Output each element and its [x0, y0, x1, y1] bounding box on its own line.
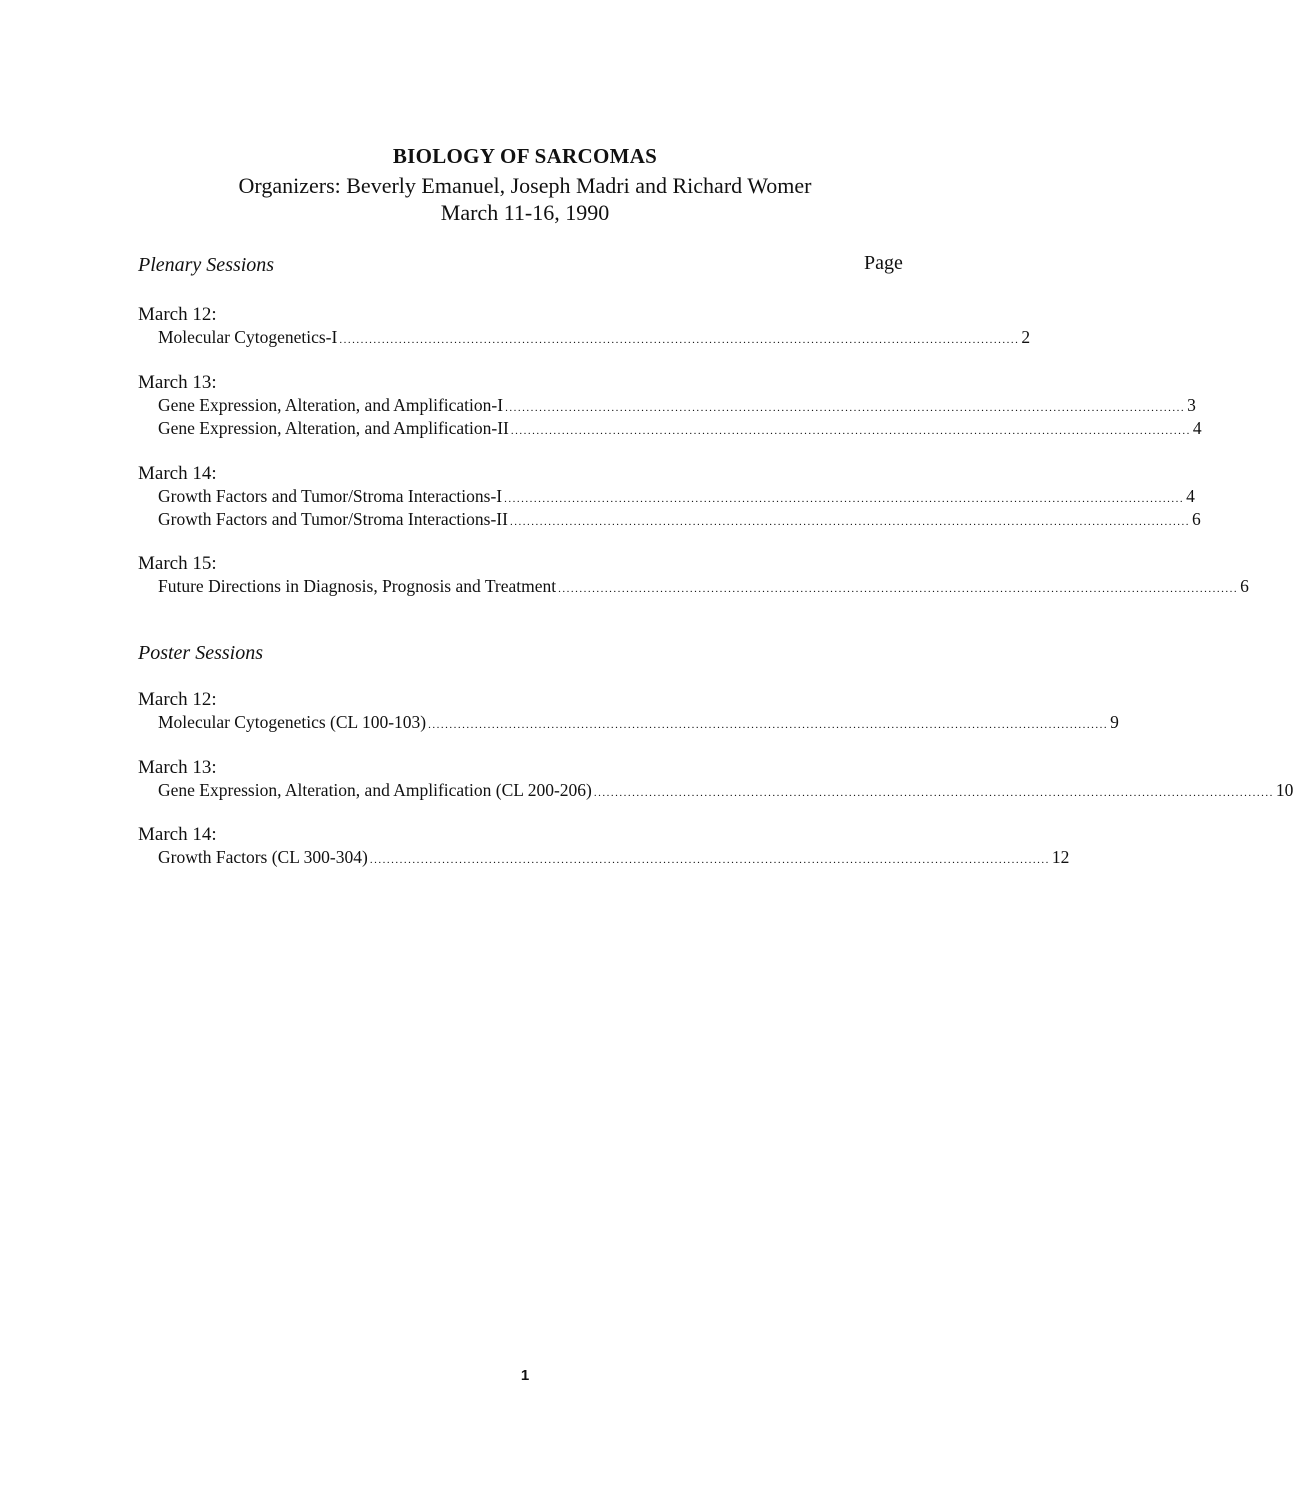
group-date: March 14: [138, 824, 217, 845]
entry-title: Gene Expression, Alteration, and Amplification-I [158, 395, 504, 415]
group-date: March 14: [138, 463, 217, 484]
toc-entry[interactable] [158, 394, 1196, 417]
dot-leader: ................................................................................................................................................................ [369, 854, 1050, 866]
organizers-line: Organizers: Beverly Emanuel, Joseph Madri and Richard Womer [238, 173, 812, 198]
page-column-label: Page [864, 252, 903, 274]
plenary-group-march-14 [138, 463, 1201, 531]
entry-page: 10 [1275, 780, 1293, 800]
entry-page: 6 [1240, 576, 1249, 596]
entry-title: Growth Factors (CL 300-304) [158, 847, 368, 867]
plenary-group-march-15 [138, 553, 1249, 598]
document-title: BIOLOGY OF SARCOMAS [392, 144, 658, 168]
toc-entry[interactable] [158, 508, 1201, 531]
dot-leader: ................................................................................................................................................................ [505, 402, 1186, 414]
toc-entry[interactable] [158, 485, 1195, 508]
dot-leader: ................................................................................................................................................................ [558, 583, 1239, 595]
group-date: March 13: [138, 372, 217, 393]
entry-page: 2 [1021, 327, 1031, 347]
dot-leader: ................................................................................................................................................................ [509, 516, 1190, 528]
meeting-dates: March 11-16, 1990 [440, 200, 610, 225]
plenary-group-march-13 [138, 372, 1202, 440]
plenary-sessions-heading: Plenary Sessions [138, 254, 275, 276]
entry-title: Molecular Cytogenetics-I [158, 327, 338, 347]
page-number: 1 [520, 1367, 530, 1384]
toc-entry[interactable] [158, 326, 1031, 349]
toc-entry[interactable] [158, 711, 1119, 734]
entry-page: 4 [1192, 418, 1202, 438]
poster-group-march-14 [138, 824, 1070, 869]
poster-group-march-12 [138, 689, 1119, 734]
dot-leader: ................................................................................................................................................................ [428, 719, 1109, 731]
plenary-group-march-12 [138, 304, 1031, 349]
dot-leader: ................................................................................................................................................................ [510, 425, 1191, 437]
entry-page: 6 [1191, 509, 1201, 529]
poster-sessions-heading: Poster Sessions [138, 642, 263, 664]
toc-entry[interactable] [158, 575, 1249, 598]
entry-page: 4 [1186, 486, 1195, 506]
group-date: March 12: [138, 304, 217, 325]
group-date: March 12: [138, 689, 217, 710]
entry-title: Future Directions in Diagnosis, Prognosis and Treatment [158, 576, 557, 596]
dot-leader: ................................................................................................................................................................ [593, 787, 1274, 799]
entry-page: 12 [1051, 847, 1070, 867]
group-date: March 15: [138, 553, 217, 574]
entry-title: Growth Factors and Tumor/Stroma Interactions-II [158, 509, 508, 529]
entry-page: 3 [1187, 395, 1196, 415]
entry-page: 9 [1110, 712, 1119, 732]
toc-entry[interactable] [158, 417, 1202, 440]
entry-title: Gene Expression, Alteration, and Amplification-II [158, 418, 509, 438]
dot-leader: ................................................................................................................................................................ [339, 334, 1020, 346]
group-date: March 13: [138, 757, 217, 778]
entry-title: Gene Expression, Alteration, and Amplification (CL 200-206) [158, 780, 592, 800]
entry-title: Growth Factors and Tumor/Stroma Interactions-I [158, 486, 503, 506]
entry-title: Molecular Cytogenetics (CL 100-103) [158, 712, 427, 732]
toc-entry[interactable] [158, 846, 1070, 869]
poster-group-march-13 [138, 757, 1293, 802]
toc-entry[interactable] [158, 779, 1293, 802]
dot-leader: ................................................................................................................................................................ [504, 493, 1185, 505]
